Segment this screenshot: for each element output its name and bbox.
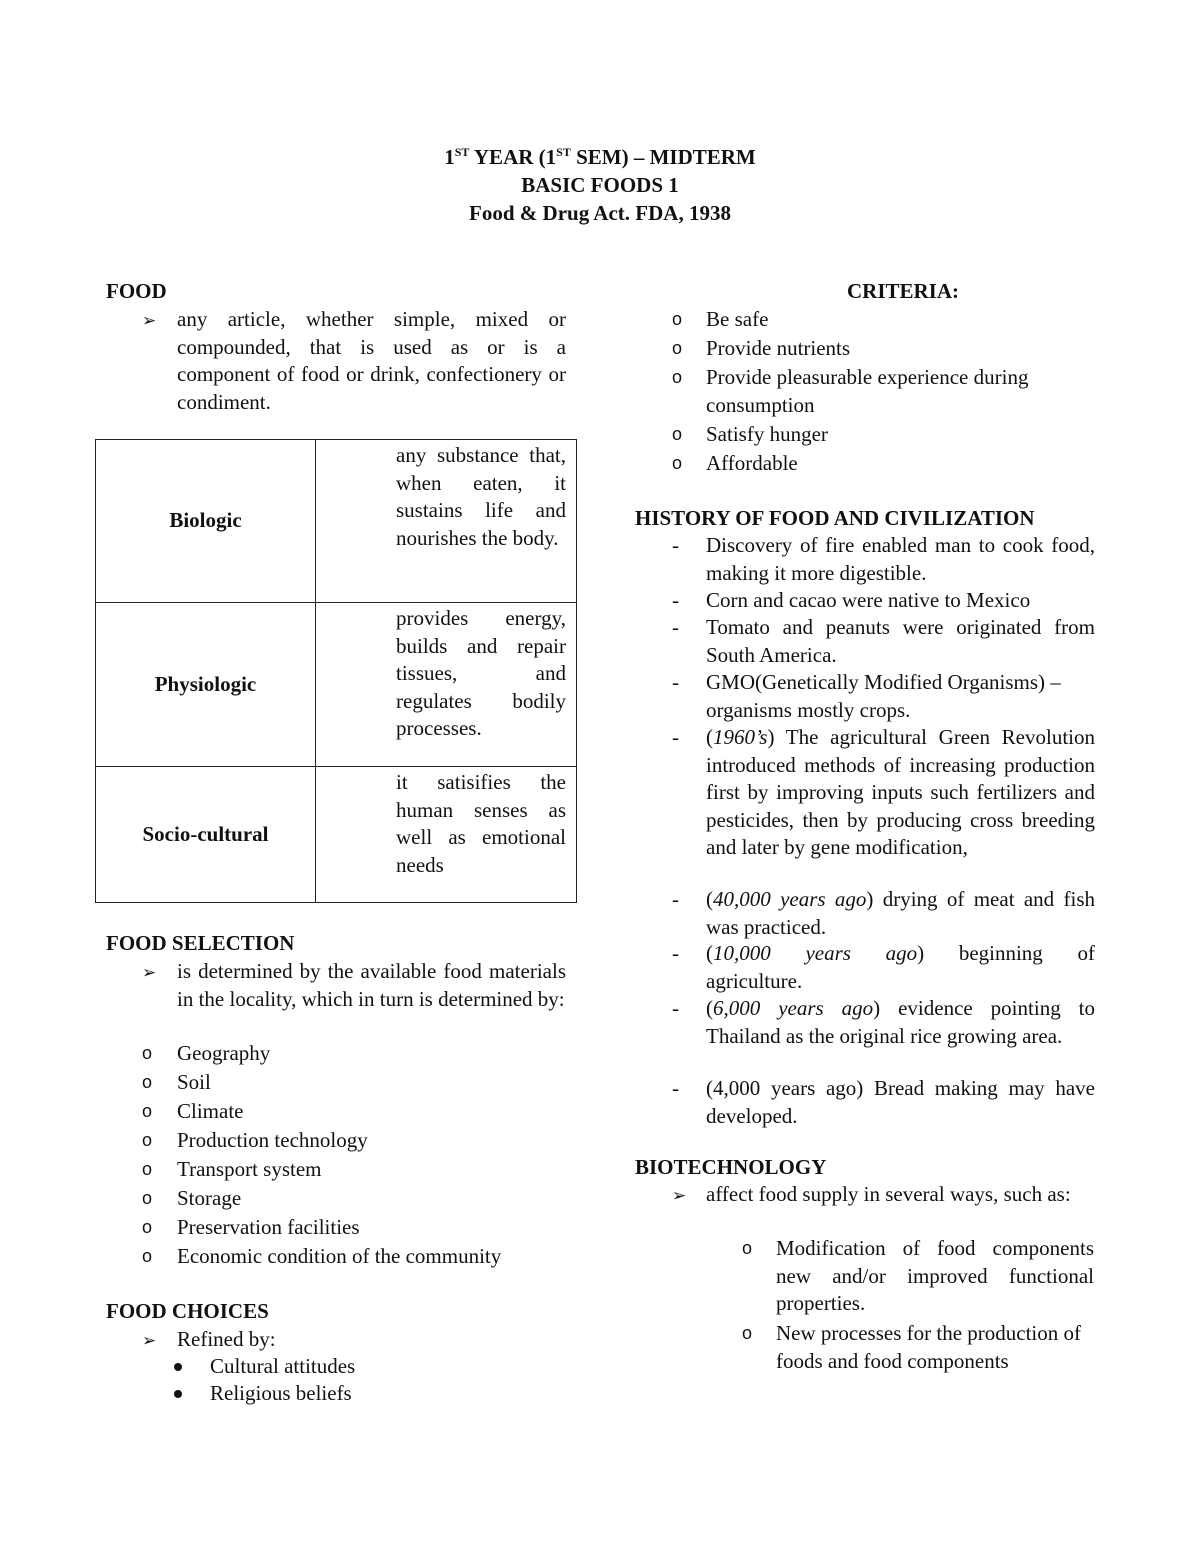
list-item: o Transport system [142,1156,562,1185]
list-item: o Economic condition of the community [142,1243,562,1272]
criteria-heading: CRITERIA: [847,279,960,303]
header-line-3: Food & Drug Act. FDA, 1938 [469,201,731,225]
arrow-bullet-icon: ➢ [142,1331,157,1351]
list-item: - (10,000 years ago) beginning of agriculture. [672,941,1095,993]
table-label: Physiologic [96,603,316,767]
circle-bullet-icon: o [742,1323,753,1343]
circle-bullet-icon: o [142,1101,153,1121]
table-label: Biologic [96,440,316,603]
food-aspects-table [95,439,577,903]
dash-bullet: - [672,670,679,694]
list-item: Religious beliefs [174,1380,474,1407]
food-definition: any article, whether simple, mixed or compounded, that is used as or is a component of food or drink, confectionery or condiment. [177,307,566,414]
circle-bullet-icon: o [142,1159,153,1179]
circle-bullet-icon: o [672,309,683,329]
list-item: o Storage [142,1185,562,1214]
history-heading: HISTORY OF FOOD AND CIVILIZATION [635,506,1035,530]
table-row [96,440,577,603]
list-item: o Climate [142,1098,562,1127]
circle-bullet-icon: o [142,1072,153,1092]
dash-bullet: - [672,941,679,965]
food-choices-list [174,1353,474,1407]
list-item: Cultural attitudes [174,1353,474,1380]
table-row [96,603,577,767]
list-item: o Affordable [672,450,1096,479]
food-heading: FOOD [106,279,167,303]
list-item: - (4,000 years ago) Bread making may have developed. [672,1076,1095,1128]
list-item: o Provide pleasurable experience during consumption [672,365,1029,417]
header-line-1: 1ST YEAR (1ST SEM) – MIDTERM [444,145,756,169]
document-header [0,143,1200,227]
list-item: o Modification of food components new and/or improved functional properties. [742,1236,1094,1315]
list-item: - (6,000 years ago) evidence pointing to Thailand as the original rice growing area. [672,996,1095,1048]
food-selection-list [142,1040,562,1272]
list-item: - (40,000 years ago) drying of meat and fish was practiced. [672,887,1095,939]
list-item: - Corn and cacao were native to Mexico [672,587,1096,614]
table-desc: any substance that, when eaten, it sustains life and nourishes the body. [316,440,577,603]
circle-bullet-icon: o [142,1217,153,1237]
list-item: - Discovery of fire enabled man to cook food, making it more digestible. [672,533,1095,585]
circle-bullet-icon: o [142,1188,153,1208]
food-choices-heading: FOOD CHOICES [106,1299,269,1323]
list-item: - GMO(Genetically Modified Organisms) – organisms mostly crops. [672,670,1061,722]
table-row [96,767,577,903]
arrow-bullet-icon: ➢ [672,1186,687,1206]
table-desc: it satisifies the human senses as well as emotional needs [316,767,577,903]
arrow-bullet-icon: ➢ [142,963,157,983]
list-item: o Geography [142,1040,562,1069]
dot-bullet-icon [174,1363,182,1371]
list-item: o Provide nutrients [672,335,1096,364]
circle-bullet-icon: o [672,367,683,387]
list-item: o Production technology [142,1127,562,1156]
circle-bullet-icon: o [672,338,683,358]
dash-bullet: - [672,1076,679,1100]
dash-bullet: - [672,615,679,639]
dash-bullet: - [672,996,679,1020]
list-item: - (1960’s) The agricultural Green Revolution introduced methods of increasing production first by improving inputs such fertilizers and pesticides, then by producing cross breeding and later by gene modification, [672,725,1095,859]
list-item: o Soil [142,1069,562,1098]
circle-bullet-icon: o [672,424,683,444]
biotech-list [742,1235,1096,1375]
list-item: o Preservation facilities [142,1214,562,1243]
history-list [672,532,1096,1130]
biotech-definition: affect food supply in several ways, such as: [706,1182,1071,1206]
table-desc: provides energy, builds and repair tissues, and regulates bodily processes. [316,603,577,767]
table-label: Socio-cultural [96,767,316,903]
circle-bullet-icon: o [672,453,683,473]
dot-bullet-icon [174,1390,182,1398]
circle-bullet-icon: o [742,1238,753,1258]
circle-bullet-icon: o [142,1246,153,1266]
food-choices-definition-item [142,1326,566,1354]
circle-bullet-icon: o [142,1130,153,1150]
food-choices-definition: Refined by: [177,1327,276,1351]
dash-bullet: - [672,533,679,557]
food-selection-definition: is determined by the available food materials in the locality, which in turn is determined by: [177,959,566,1011]
list-item: o Be safe [672,306,1096,335]
dash-bullet: - [672,588,679,612]
dash-bullet: - [672,887,679,911]
list-item: o New processes for the production of foods and food components [742,1321,1081,1373]
list-item: - Tomato and peanuts were originated from South America. [672,615,1095,667]
list-item: o Satisfy hunger [672,421,1096,450]
dash-bullet: - [672,725,679,749]
criteria-list [672,306,1096,479]
circle-bullet-icon: o [142,1043,153,1063]
header-line-2: BASIC FOODS 1 [521,173,679,197]
food-selection-heading: FOOD SELECTION [106,931,295,955]
biotech-heading: BIOTECHNOLOGY [635,1155,827,1179]
arrow-bullet-icon: ➢ [142,311,157,331]
